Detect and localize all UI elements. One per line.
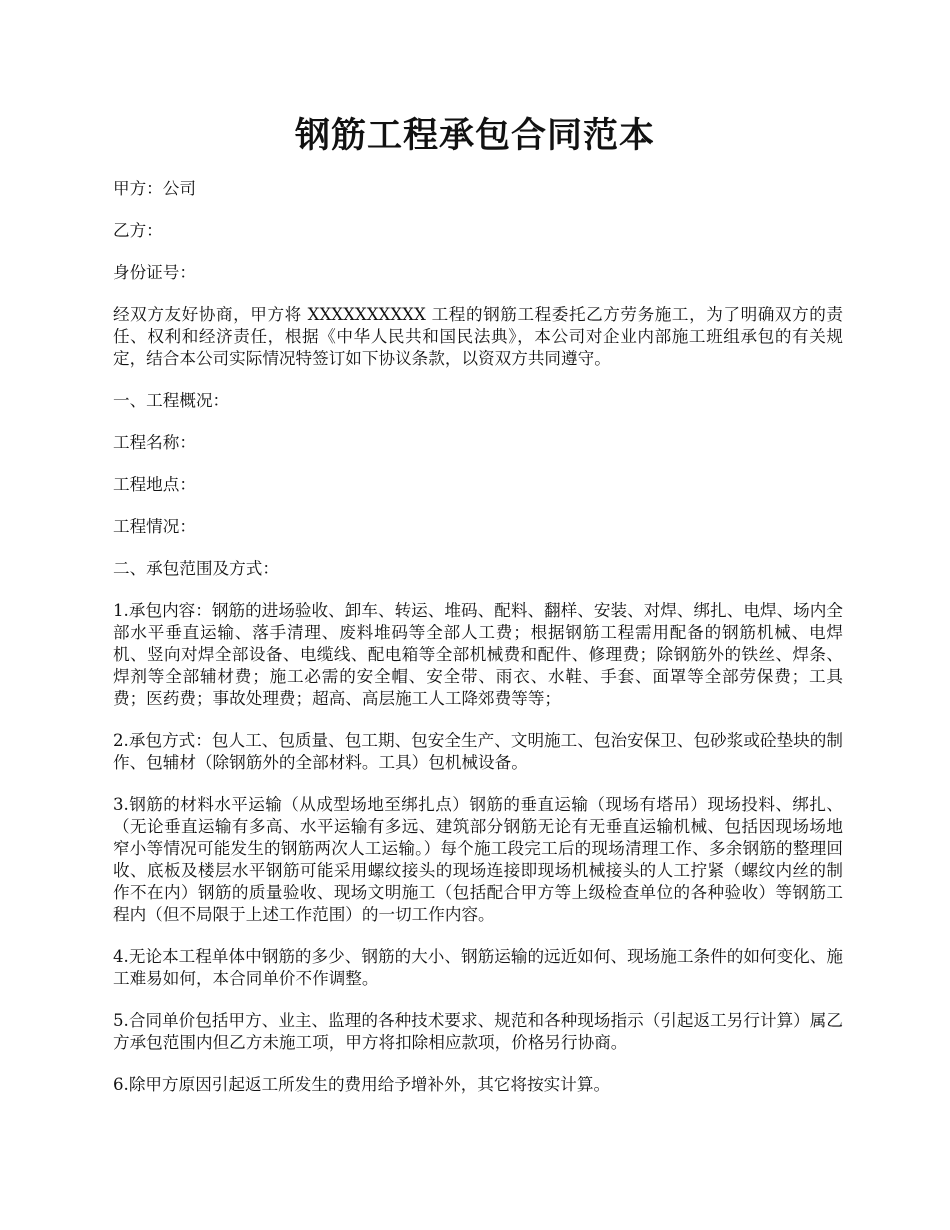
section-heading-project-overview: 一、工程概况： — [113, 391, 230, 410]
project-name-line: 工程名称： — [113, 433, 196, 452]
clause-4: 4.无论本工程单体中钢筋的多少、钢筋的大小、钢筋运输的远近如何、现场施工条件的如何变化、施工难易如何，本合同单价不作调整。 — [113, 947, 843, 988]
clause-5: 5.合同单价包括甲方、业主、监理的各种技术要求、规范和各种现场指示（引起返工另行计算）属乙方承包范围内但乙方未施工项，甲方将扣除相应款项，价格另行协商。 — [113, 1011, 843, 1052]
clause-1: 1.承包内容：钢筋的进场验收、卸车、转运、堆码、配料、翻样、安装、对焊、绑扎、电焊、场内全部水平垂直运输、落手清理、废料堆码等全部人工费；根据钢筋工程需用配备的钢筋机械、电焊机、竖向对焊全部设备、电缆线、配电箱等全部机械费和配件、修理费；除钢筋外的铁丝、焊条、焊剂等全部辅材费；施工必需的安全帽、安全带、雨衣、水鞋、手套、面罩等全部劳保费；工具费；医药费；事故处理费；超高、高层施工人工降郊费等等； — [113, 601, 843, 708]
clause-3: 3.钢筋的材料水平运输（从成型场地至绑扎点）钢筋的垂直运输（现场有塔吊）现场投料、绑扎、（无论垂直运输有多高、水平运输有多远、建筑部分钢筋无论有无垂直运输机械、包括因现场场地窄小等情况可能发生的钢筋两次人工运输。）每个施工段完工后的现场清理工作、多余钢筋的整理回收、底板及楼层水平钢筋可能采用螺纹接头的现场连接即现场机械接头的人工拧紧（螺纹内丝的制作不在内）钢筋的质量验收、现场文明施工（包括配合甲方等上级检查单位的各种验收）等钢筋工程内（但不局限于上述工作范围）的一切工作内容。 — [113, 795, 843, 924]
clause-2: 2.承包方式：包人工、包质量、包工期、包安全生产、文明施工、包治安保卫、包砂浆或砼垫块的制作、包辅材（除钢筋外的全部材料。工具）包机械设备。 — [113, 731, 843, 772]
project-location-line: 工程地点： — [113, 475, 196, 494]
party-b-line: 乙方： — [113, 221, 163, 240]
document-title: 钢筋工程承包合同范本 — [294, 115, 655, 156]
party-a-line: 甲方：公司 — [113, 179, 196, 198]
document-body — [113, 178, 843, 1116]
id-number-line: 身份证号： — [113, 263, 196, 282]
clause-6: 6.除甲方原因引起返工所发生的费用给予增补外，其它将按实计算。 — [113, 1075, 611, 1094]
preamble-paragraph: 经双方友好协商，甲方将 XXXXXXXXXX 工程的钢筋工程委托乙方劳务施工，为了明确双方的责任、权利和经济责任，根据《中华人民共和国民法典》，本公司对企业内部施工班组承包的有关规定，结合本公司实际情况特签订如下协议条款，以资双方共同遵守。 — [113, 305, 843, 368]
section-heading-scope: 二、承包范围及方式： — [113, 559, 279, 578]
project-status-line: 工程情况： — [113, 517, 196, 536]
